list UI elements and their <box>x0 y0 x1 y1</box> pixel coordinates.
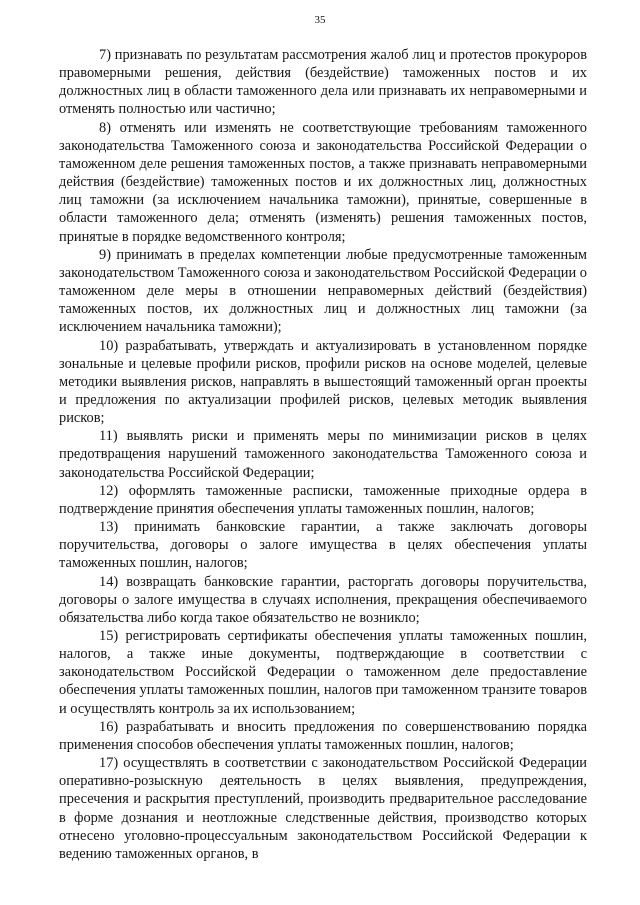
paragraph-13: 13) принимать банковские гарантии, а также заключать договоры поручительства, договоры о залоге имущества в целях обеспечения уплаты таможенных пошлин, налогов; <box>59 519 587 572</box>
paragraph-9: 9) принимать в пределах компетенции любые предусмотренные таможенным законодательством Таможенного союза и законодательством Российской Федерации о таможенном деле меры в отношении неправомерных действий (бездействия) таможенных постов, их должностных лиц и должностных лиц таможни (за исключением начальника таможни); <box>59 246 587 336</box>
document-body <box>59 46 587 863</box>
paragraph-16: 16) разрабатывать и вносить предложения по совершенствованию порядка применения способов обеспечения уплаты таможенных пошлин, налогов; <box>59 718 587 753</box>
page-number: 35 <box>314 14 326 26</box>
paragraph-8: 8) отменять или изменять не соответствующие требованиям таможенного законодательства Таможенного союза и законодательства Российской Федерации о таможенном деле решения таможенных постов, а также признавать неправомерными действия (бездействие) таможенных постов и их должностных лиц, должностных лиц таможни (за исключением начальника таможни), принятые, совершенные в области таможенного дела; отменять (изменять) решения таможенных постов, принятые в порядке ведомственного контроля; <box>59 119 587 245</box>
paragraph-14: 14) возвращать банковские гарантии, расторгать договоры поручительства, договоры о залоге имущества в случаях исполнения, прекращения обеспечиваемого обязательства либо когда такое обязательство не возникло; <box>59 573 587 626</box>
paragraph-7: 7) признавать по результатам рассмотрения жалоб лиц и протестов прокуроров правомерными решения, действия (бездействие) таможенных постов и их должностных лиц в области таможенного дела или признавать их неправомерными и отменять полностью или частично; <box>59 47 587 118</box>
paragraph-12: 12) оформлять таможенные расписки, таможенные приходные ордера в подтверждение принятия обеспечения уплаты таможенных пошлин, налогов; <box>59 482 587 517</box>
paragraph-17: 17) осуществлять в соответствии с законодательством Российской Федерации оперативно-розыскную деятельность в целях выявления, предупреждения, пресечения и раскрытия преступлений, производить предварительное расследование в форме дознания и неотложные следственные действия, производство которых отнесено уголовно-процессуальным законодательством Российской Федерации к ведению таможенных органов, в <box>59 755 587 862</box>
paragraph-10: 10) разрабатывать, утверждать и актуализировать в установленном порядке зональные и целевые профили рисков, профили рисков на основе моделей, целевые методики выявления рисков, направлять в вышестоящий таможенный орган проекты и предложения по актуализации профилей рисков, целевых методик выявления рисков; <box>59 337 587 427</box>
paragraph-11: 11) выявлять риски и применять меры по минимизации рисков в целях предотвращения нарушений таможенного законодательства Таможенного союза и законодательства Российской Федерации; <box>59 428 587 481</box>
paragraph-15: 15) регистрировать сертификаты обеспечения уплаты таможенных пошлин, налогов, а также иные документы, подтверждающие в соответствии с законодательством Российской Федерации о таможенном деле предоставление обеспечения уплаты таможенных пошлин, налогов при таможенном транзите товаров и осуществлять контроль за их использованием; <box>59 628 587 717</box>
